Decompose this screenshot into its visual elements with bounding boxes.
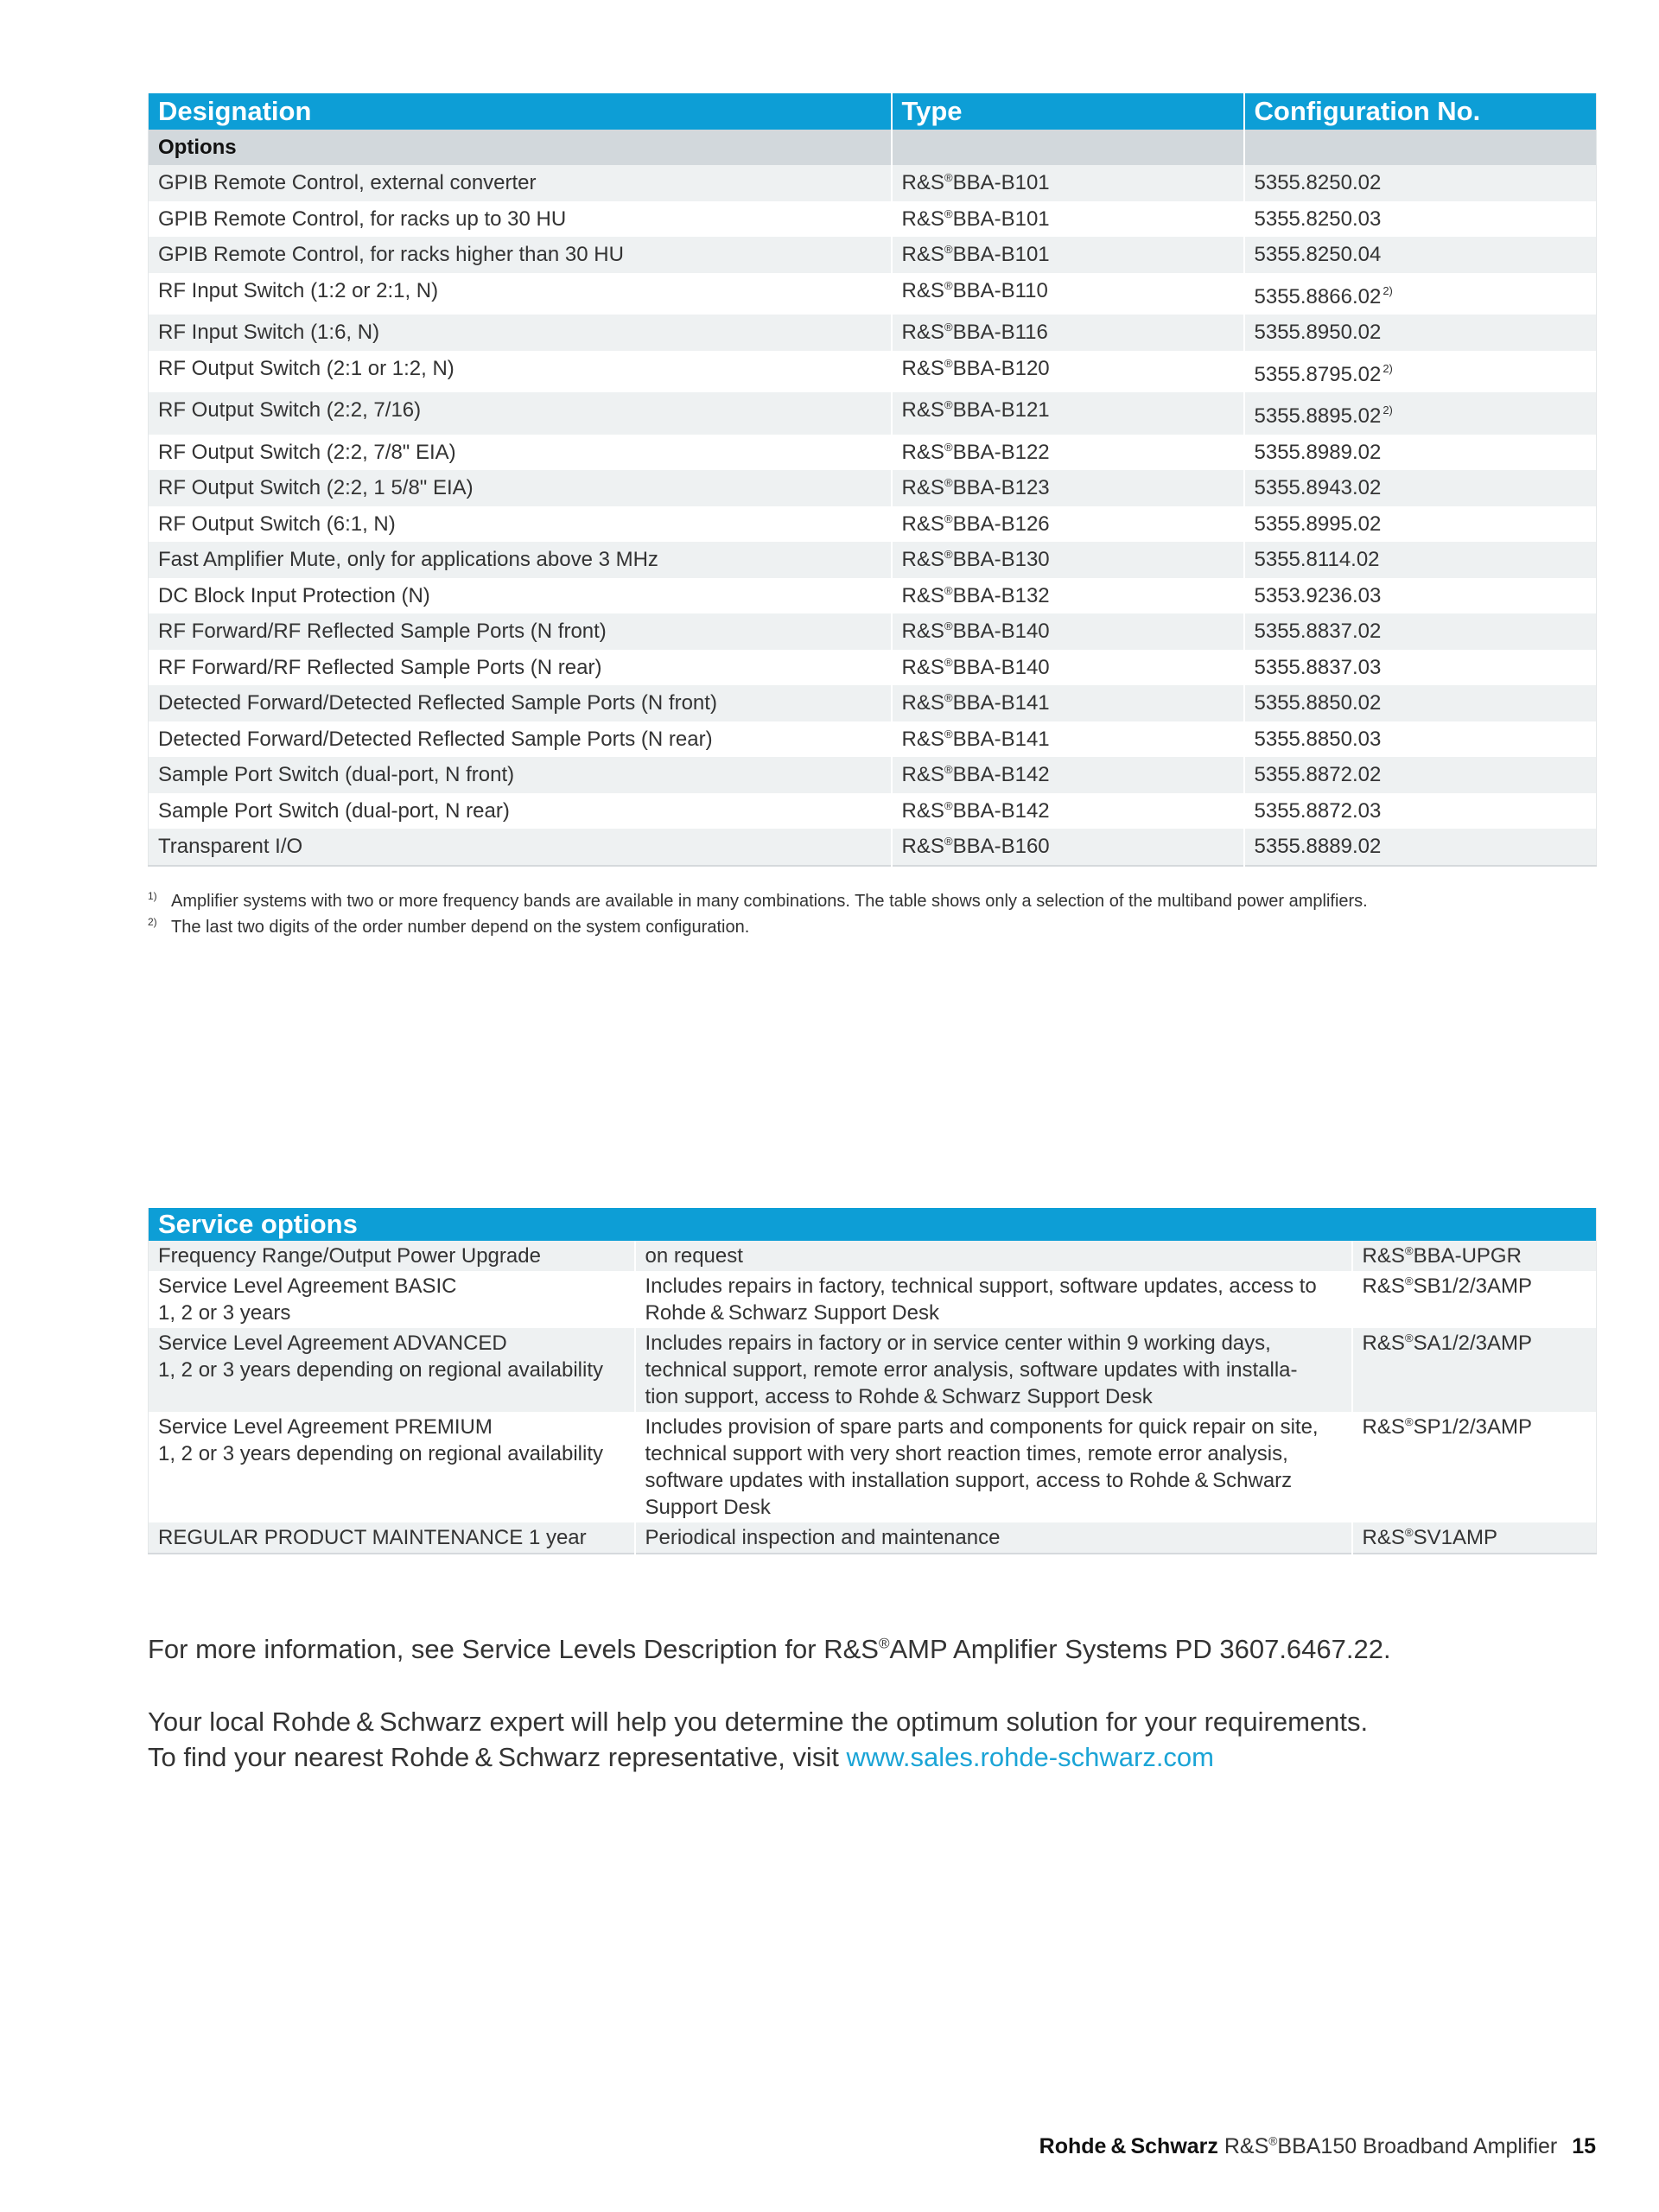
page-footer [1039, 2134, 1596, 2159]
table-row [149, 793, 1597, 830]
type-cell [892, 273, 1244, 315]
table-row [149, 470, 1597, 506]
table-row [149, 721, 1597, 758]
service-row [149, 1412, 1597, 1522]
service-table-title: Service options [149, 1208, 1597, 1241]
type-suffix: BBA-B160 [952, 835, 1050, 858]
type-suffix: BBA-UPGR [1413, 1244, 1522, 1268]
type-cell [892, 685, 1244, 721]
registered-mark: ® [944, 691, 953, 704]
registered-mark: ® [944, 440, 953, 454]
config-cell [1244, 273, 1597, 315]
type-prefix: R&S [1362, 1415, 1405, 1439]
footnote-ref: 2) [1382, 404, 1393, 416]
type-prefix: R&S [901, 727, 944, 751]
config-number: 5355.8995.02 [1254, 512, 1382, 536]
designation-cell: GPIB Remote Control, for racks higher than 30 HU [149, 237, 892, 273]
config-cell [1244, 793, 1597, 830]
config-number: 5355.8837.03 [1254, 655, 1382, 679]
table-row [149, 273, 1597, 315]
type-prefix: R&S [901, 171, 944, 194]
config-number: 5355.8895.02 [1254, 404, 1382, 428]
designation-cell: Sample Port Switch (dual-port, N front) [149, 757, 892, 793]
config-cell [1244, 578, 1597, 614]
service-row [149, 1271, 1597, 1328]
service-options-table [148, 1208, 1597, 1554]
registered-mark: ® [1404, 1415, 1414, 1428]
config-cell [1244, 392, 1597, 435]
service-name-line: Service Level Agreement ADVANCED [158, 1332, 507, 1355]
type-prefix: R&S [901, 321, 944, 344]
type-cell [892, 201, 1244, 238]
footnote-mark: 2) [148, 916, 157, 928]
type-prefix: R&S [901, 243, 944, 266]
type-prefix: R&S [901, 207, 944, 231]
service-desc-line: technical support, remote error analysis, software updates with installa- [645, 1358, 1298, 1382]
sales-link[interactable]: www.sales.rohde-schwarz.com [846, 1742, 1214, 1772]
registered-mark: ® [944, 655, 953, 669]
type-suffix: BBA-B110 [952, 278, 1048, 302]
type-suffix: SB1/2/3AMP [1413, 1274, 1532, 1298]
find-line [148, 1739, 1617, 1775]
type-suffix: BBA-B120 [952, 356, 1050, 380]
options-table-header [149, 93, 1597, 130]
service-desc-line: Rohde & Schwarz Support Desk [645, 1301, 939, 1325]
registered-mark: ® [944, 476, 953, 489]
footer-product [1224, 2134, 1557, 2158]
type-prefix: R&S [901, 512, 944, 536]
config-number: 5355.8950.02 [1254, 321, 1382, 344]
config-cell [1244, 435, 1597, 471]
type-cell [892, 613, 1244, 650]
service-type-cell [1352, 1328, 1597, 1412]
more-info-text [148, 1631, 1617, 1667]
options-category-row [149, 130, 1597, 165]
col-header-designation: Designation [149, 93, 892, 130]
service-type-cell [1352, 1241, 1597, 1271]
config-number: 5355.8250.03 [1254, 207, 1382, 231]
type-suffix: BBA-B121 [952, 398, 1050, 422]
type-cell [892, 829, 1244, 866]
designation-cell: DC Block Input Protection (N) [149, 578, 892, 614]
type-suffix: SV1AMP [1413, 1526, 1497, 1549]
type-cell [892, 435, 1244, 471]
designation-cell: Detected Forward/Detected Reflected Sample Ports (N front) [149, 685, 892, 721]
type-suffix: BBA-B140 [952, 620, 1050, 643]
type-suffix: BBA-B132 [952, 583, 1050, 607]
footer-product-prefix: R&S [1224, 2134, 1269, 2158]
more-info-prefix: For more information, see Service Levels Description for R&S [148, 1634, 879, 1664]
designation-cell: Detected Forward/Detected Reflected Sample Ports (N rear) [149, 721, 892, 758]
type-suffix: SP1/2/3AMP [1413, 1415, 1532, 1439]
config-number: 5355.8837.02 [1254, 620, 1382, 643]
type-suffix: SA1/2/3AMP [1413, 1332, 1532, 1355]
config-number: 5355.8866.02 [1254, 284, 1382, 308]
type-prefix: R&S [901, 620, 944, 643]
service-desc-line: tion support, access to Rohde & Schwarz Support Desk [645, 1385, 1153, 1408]
table-row [149, 435, 1597, 471]
col-header-config: Configuration No. [1244, 93, 1597, 130]
config-number: 5355.8114.02 [1254, 548, 1380, 571]
type-cell [892, 578, 1244, 614]
type-suffix: BBA-B142 [952, 763, 1050, 786]
type-cell [892, 542, 1244, 578]
config-cell [1244, 829, 1597, 866]
designation-cell: RF Input Switch (1:2 or 2:1, N) [149, 273, 892, 315]
config-number: 5355.8943.02 [1254, 476, 1382, 499]
service-desc-line: Support Desk [645, 1496, 771, 1519]
registered-mark: ® [944, 171, 953, 184]
designation-cell: RF Forward/RF Reflected Sample Ports (N rear) [149, 650, 892, 686]
expert-line: Your local Rohde & Schwarz expert will help you determine the optimum solution for your requirements. [148, 1707, 1369, 1737]
designation-cell: RF Forward/RF Reflected Sample Ports (N front) [149, 613, 892, 650]
type-prefix: R&S [901, 278, 944, 302]
category-label: Options [149, 130, 892, 165]
type-prefix: R&S [901, 798, 944, 823]
service-desc-cell [635, 1241, 1352, 1271]
type-suffix: BBA-B122 [952, 440, 1050, 464]
type-prefix: R&S [901, 583, 944, 607]
type-cell [892, 237, 1244, 273]
footnote-ref: 2) [1382, 361, 1393, 375]
footnotes [148, 888, 1617, 940]
registered-mark: ® [1404, 1244, 1414, 1257]
more-info-suffix: AMP Amplifier Systems PD 3607.6467.22. [889, 1634, 1391, 1664]
type-suffix: BBA-B141 [952, 727, 1050, 751]
service-name-line: Service Level Agreement PREMIUM [158, 1415, 493, 1439]
registered-mark: ® [878, 1635, 890, 1652]
designation-cell: RF Output Switch (6:1, N) [149, 506, 892, 543]
footnote-2 [148, 914, 1617, 940]
service-desc-line: on request [645, 1244, 743, 1268]
service-type-cell [1352, 1412, 1597, 1522]
type-prefix: R&S [901, 398, 944, 422]
table-row [149, 315, 1597, 351]
config-number: 5355.8872.03 [1254, 798, 1382, 823]
config-number: 5353.9236.03 [1254, 583, 1382, 607]
type-suffix: BBA-B101 [952, 207, 1050, 231]
table-row [149, 578, 1597, 614]
table-row [149, 685, 1597, 721]
type-prefix: R&S [901, 476, 944, 499]
config-number: 5355.8889.02 [1254, 835, 1382, 858]
config-cell [1244, 721, 1597, 758]
service-desc-line: Periodical inspection and maintenance [645, 1526, 1001, 1549]
service-name-cell [149, 1328, 635, 1412]
service-name-line: REGULAR PRODUCT MAINTENANCE 1 year [158, 1526, 587, 1549]
service-desc-cell [635, 1522, 1352, 1554]
designation-cell: RF Output Switch (2:2, 7/8" EIA) [149, 435, 892, 471]
service-desc-line: software updates with installation support, access to Rohde & Schwarz [645, 1469, 1293, 1492]
type-cell [892, 757, 1244, 793]
options-table [148, 93, 1597, 867]
footnote-mark: 1) [148, 890, 157, 902]
type-cell [892, 506, 1244, 543]
type-prefix: R&S [1362, 1274, 1405, 1298]
designation-cell: GPIB Remote Control, external converter [149, 165, 892, 201]
registered-mark: ® [1404, 1274, 1414, 1287]
designation-cell: RF Output Switch (2:2, 7/16) [149, 392, 892, 435]
config-cell [1244, 315, 1597, 351]
config-cell [1244, 757, 1597, 793]
service-desc-line: Includes provision of spare parts and components for quick repair on site, [645, 1415, 1319, 1439]
service-name-cell [149, 1241, 635, 1271]
type-suffix: BBA-B140 [952, 655, 1050, 679]
designation-cell: RF Input Switch (1:6, N) [149, 315, 892, 351]
type-suffix: BBA-B142 [952, 798, 1050, 823]
table-row [149, 392, 1597, 435]
service-desc-line: technical support with very short reaction times, remote error analysis, [645, 1442, 1288, 1465]
config-number: 5355.8872.02 [1254, 763, 1382, 786]
service-name-line: Service Level Agreement BASIC [158, 1274, 457, 1298]
designation-cell: RF Output Switch (2:1 or 1:2, N) [149, 351, 892, 393]
registered-mark: ® [944, 512, 953, 525]
designation-cell: Sample Port Switch (dual-port, N rear) [149, 793, 892, 830]
table-row [149, 351, 1597, 393]
type-cell [892, 793, 1244, 830]
registered-mark: ® [944, 583, 953, 597]
config-cell [1244, 650, 1597, 686]
config-cell [1244, 685, 1597, 721]
registered-mark: ® [944, 207, 953, 220]
config-cell [1244, 542, 1597, 578]
registered-mark: ® [944, 835, 953, 848]
service-name-cell [149, 1412, 635, 1522]
registered-mark: ® [944, 356, 953, 370]
type-cell [892, 470, 1244, 506]
config-cell [1244, 201, 1597, 238]
table-row [149, 201, 1597, 238]
config-number: 5355.8250.04 [1254, 243, 1382, 266]
registered-mark: ® [944, 243, 953, 256]
config-cell [1244, 470, 1597, 506]
registered-mark: ® [944, 798, 953, 812]
registered-mark: ® [944, 620, 953, 632]
type-cell [892, 351, 1244, 393]
col-header-type: Type [892, 93, 1244, 130]
service-row [149, 1328, 1597, 1412]
service-row [149, 1241, 1597, 1271]
service-row [149, 1522, 1597, 1554]
service-name-line: 1, 2 or 3 years [158, 1301, 291, 1325]
type-cell [892, 165, 1244, 201]
footnote-text: Amplifier systems with two or more frequency bands are available in many combinations. The table shows only a selection of the multiband power amplifiers. [171, 892, 1368, 911]
type-cell [892, 315, 1244, 351]
config-cell [1244, 351, 1597, 393]
registered-mark: ® [1404, 1526, 1414, 1539]
type-suffix: BBA-B130 [952, 548, 1050, 571]
footnote-text: The last two digits of the order number depend on the system configuration. [171, 918, 750, 937]
service-name-line: Frequency Range/Output Power Upgrade [158, 1244, 541, 1268]
type-cell [892, 721, 1244, 758]
service-name-line: 1, 2 or 3 years depending on regional availability [158, 1358, 604, 1382]
registered-mark: ® [1268, 2134, 1278, 2148]
config-cell [1244, 237, 1597, 273]
footnote-ref: 2) [1382, 283, 1393, 297]
type-suffix: BBA-B123 [952, 476, 1050, 499]
type-suffix: BBA-B141 [952, 691, 1050, 715]
service-name-cell [149, 1522, 635, 1554]
service-name-cell [149, 1271, 635, 1328]
designation-cell: Fast Amplifier Mute, only for applications above 3 MHz [149, 542, 892, 578]
registered-mark: ® [944, 398, 953, 411]
table-row [149, 506, 1597, 543]
service-desc-line: Includes repairs in factory or in service center within 9 working days, [645, 1332, 1271, 1355]
service-table-header [149, 1208, 1597, 1241]
table-row [149, 757, 1597, 793]
config-cell [1244, 506, 1597, 543]
type-suffix: BBA-B101 [952, 243, 1050, 266]
table-row [149, 237, 1597, 273]
service-name-line: 1, 2 or 3 years depending on regional availability [158, 1442, 604, 1465]
type-prefix: R&S [1362, 1332, 1405, 1355]
type-prefix: R&S [1362, 1244, 1405, 1268]
registered-mark: ® [944, 727, 953, 741]
table-row [149, 650, 1597, 686]
registered-mark: ® [944, 548, 953, 561]
table-row [149, 613, 1597, 650]
footer-brand: Rohde & Schwarz [1039, 2134, 1218, 2158]
config-number: 5355.8795.02 [1254, 362, 1382, 386]
expert-paragraph [148, 1704, 1617, 1775]
designation-cell: RF Output Switch (2:2, 1 5/8" EIA) [149, 470, 892, 506]
config-cell [1244, 165, 1597, 201]
config-number: 5355.8250.02 [1254, 171, 1382, 194]
registered-mark: ® [944, 278, 953, 292]
type-cell [892, 650, 1244, 686]
service-desc-line: Includes repairs in factory, technical support, software updates, access to [645, 1274, 1317, 1298]
config-number: 5355.8989.02 [1254, 440, 1382, 464]
registered-mark: ® [944, 763, 953, 776]
type-suffix: BBA-B116 [952, 321, 1048, 344]
service-desc-cell [635, 1328, 1352, 1412]
service-desc-cell [635, 1271, 1352, 1328]
table-row [149, 542, 1597, 578]
designation-cell: Transparent I/O [149, 829, 892, 866]
table-row [149, 165, 1597, 201]
type-suffix: BBA-B101 [952, 171, 1050, 194]
find-text: To find your nearest Rohde & Schwarz representative, visit [148, 1742, 847, 1772]
type-prefix: R&S [901, 763, 944, 786]
type-prefix: R&S [901, 440, 944, 464]
type-prefix: R&S [1362, 1526, 1405, 1549]
page-number: 15 [1572, 2134, 1596, 2158]
footer-product-suffix: BBA150 Broadband Amplifier [1277, 2134, 1558, 2158]
type-prefix: R&S [901, 691, 944, 715]
config-number: 5355.8850.03 [1254, 727, 1382, 751]
type-prefix: R&S [901, 356, 944, 380]
registered-mark: ® [1404, 1332, 1414, 1344]
designation-cell: GPIB Remote Control, for racks up to 30 HU [149, 201, 892, 238]
service-type-cell [1352, 1271, 1597, 1328]
type-suffix: BBA-B126 [952, 512, 1050, 536]
type-prefix: R&S [901, 655, 944, 679]
config-cell [1244, 613, 1597, 650]
type-prefix: R&S [901, 548, 944, 571]
footnote-1 [148, 888, 1617, 914]
service-type-cell [1352, 1522, 1597, 1554]
registered-mark: ® [944, 321, 953, 334]
service-desc-cell [635, 1412, 1352, 1522]
type-prefix: R&S [901, 835, 944, 858]
config-number: 5355.8850.02 [1254, 691, 1382, 715]
type-cell [892, 392, 1244, 435]
table-row [149, 829, 1597, 866]
